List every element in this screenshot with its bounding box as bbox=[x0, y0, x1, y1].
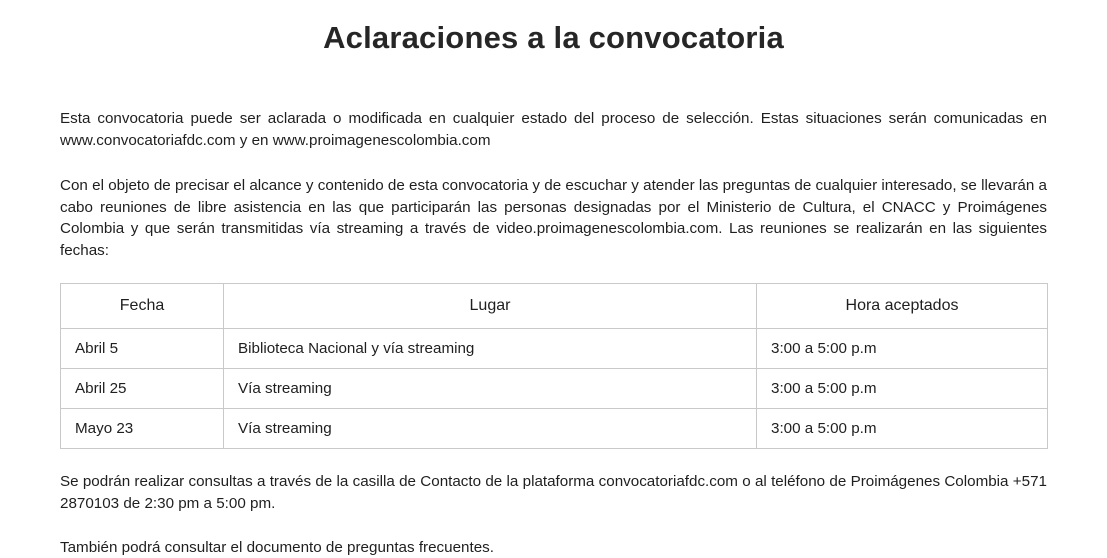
meetings-table bbox=[60, 283, 1048, 449]
table-row bbox=[61, 329, 1048, 369]
column-header-fecha: Fecha bbox=[61, 284, 224, 329]
cell-lugar: Biblioteca Nacional y vía streaming bbox=[224, 329, 757, 369]
cell-hora: 3:00 a 5:00 p.m bbox=[757, 329, 1048, 369]
cell-fecha: Abril 5 bbox=[61, 329, 224, 369]
cell-lugar: Vía streaming bbox=[224, 409, 757, 449]
table-row bbox=[61, 369, 1048, 409]
column-header-hora: Hora aceptados bbox=[757, 284, 1048, 329]
cell-hora: 3:00 a 5:00 p.m bbox=[757, 369, 1048, 409]
column-header-lugar: Lugar bbox=[224, 284, 757, 329]
cell-hora: 3:00 a 5:00 p.m bbox=[757, 409, 1048, 449]
table-row bbox=[61, 409, 1048, 449]
cell-fecha: Abril 25 bbox=[61, 369, 224, 409]
cell-fecha: Mayo 23 bbox=[61, 409, 224, 449]
table-header-row bbox=[61, 284, 1048, 329]
paragraph-intro: Esta convocatoria puede ser aclarada o modificada en cualquier estado del proceso de selección. Estas situaciones serán comunicadas en www.convocatoriafdc.com y en www.proimagenescolombia.com bbox=[60, 110, 1047, 149]
cell-lugar: Vía streaming bbox=[224, 369, 757, 409]
paragraph-faq: También podrá consultar el documento de preguntas frecuentes. bbox=[60, 538, 494, 556]
page-title: Aclaraciones a la convocatoria bbox=[323, 20, 784, 55]
paragraph-contact: Se podrán realizar consultas a través de la casilla de Contacto de la plataforma convocatoriafdc.com o al teléfono de Proimágenes Colombia +571 2870103 de 2:30 pm a 5:00 pm. bbox=[60, 473, 1047, 513]
paragraph-meetings-info: Con el objeto de precisar el alcance y contenido de esta convocatoria y de escuchar y atender las preguntas de cualquier interesado, se llevarán a cabo reuniones de libre asistencia en las que participarán las personas designadas por el Ministerio de Cultura, el CNACC y Proimágenes Colombia y que serán transmitidas vía streaming a través de video.proimagenescolombia.com. Las reuniones se realizarán en las siguientes fechas: bbox=[60, 177, 1047, 259]
